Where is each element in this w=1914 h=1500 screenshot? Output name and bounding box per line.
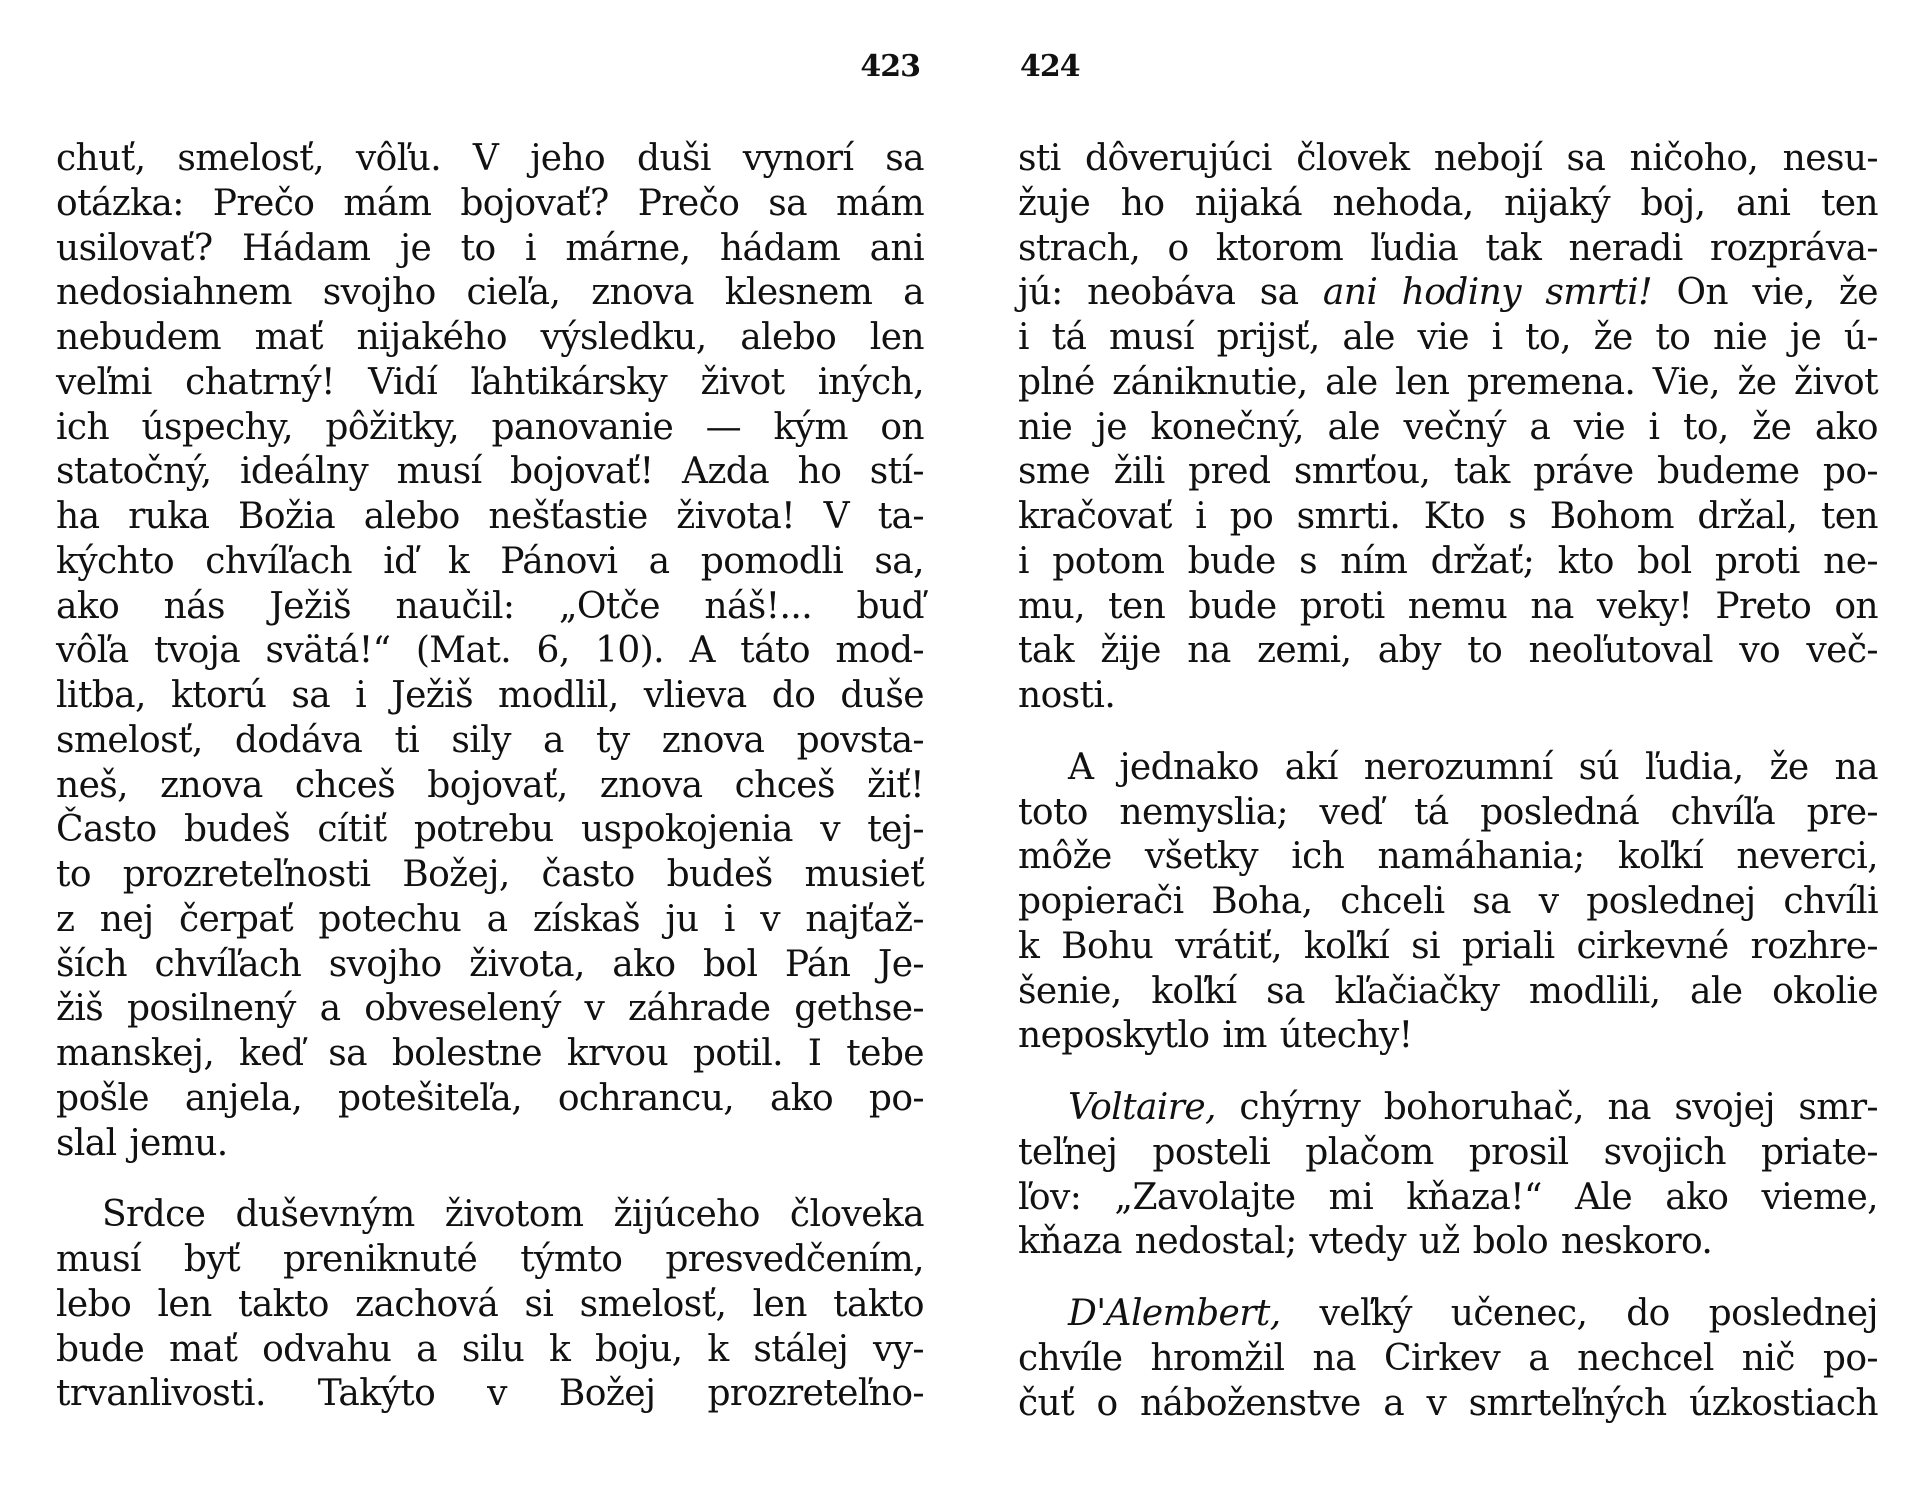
text-line: kňaza nedostal; vtedy už bolo neskoro. bbox=[1018, 1221, 1713, 1263]
person-name-voltaire: Voltaire, bbox=[1068, 1087, 1216, 1128]
text-line: veľmi chatrný! Vidí ľahtikársky život iných, bbox=[56, 361, 924, 403]
paragraph-gap bbox=[56, 1166, 924, 1193]
text-line: z nej čerpať potechu a získaš ju i v najťaž- bbox=[56, 898, 924, 940]
page-number-right: 424 bbox=[1020, 49, 1080, 84]
paragraph-gap bbox=[1018, 1265, 1878, 1292]
text-line: trvanlivosti. Takýto v Božej prozreteľno- bbox=[56, 1373, 924, 1415]
right-paragraph-3 bbox=[1018, 1086, 1878, 1265]
paragraph-gap bbox=[1018, 1059, 1878, 1086]
text-line: šenie, koľkí sa kľačiačky modlili, ale okolie bbox=[1018, 970, 1878, 1012]
text-line: ich úspechy, pôžitky, panovanie — kým on bbox=[56, 406, 924, 448]
text-line: lebo len takto zachová si smelosť, len takto bbox=[56, 1283, 924, 1325]
text-line bbox=[1018, 271, 1878, 316]
text-line: neposkytlo im útechy! bbox=[1018, 1015, 1413, 1057]
text-line: mu, ten bude proti nemu na veky! Preto on bbox=[1018, 585, 1878, 627]
left-paragraph-2 bbox=[56, 1193, 924, 1417]
text-line: Srdce duševným životom žijúceho človeka bbox=[102, 1194, 924, 1236]
text-line: sti dôverujúci človek nebojí sa ničoho, nesu- bbox=[1018, 138, 1878, 179]
text-line: bude mať odvahu a silu k boju, k stálej vy- bbox=[56, 1328, 924, 1370]
text-line: nedosiahnem svojho cieľa, znova klesnem a bbox=[56, 272, 924, 314]
paragraph-gap bbox=[1018, 719, 1878, 746]
text-line: k Bohu vrátiť, koľkí si priali cirkevné rozhre- bbox=[1018, 925, 1878, 967]
text-line: slal jemu. bbox=[56, 1122, 228, 1164]
text-line: A jednako akí nerozumní sú ľudia, že na bbox=[1068, 746, 1878, 788]
text-line: kračovať i po smrti. Kto s Bohom držal, ten bbox=[1018, 496, 1878, 537]
text-line: neš, znova chceš bojovať, znova chceš žiť! bbox=[56, 764, 924, 806]
text-line: chuť, smelosť, vôľu. V jeho duši vynorí sa bbox=[56, 138, 924, 179]
right-paragraph-1 bbox=[1018, 137, 1878, 719]
emphasis-text: ani hodiny smrti! bbox=[1322, 272, 1653, 314]
text-line: otázka: Prečo mám bojovať? Prečo sa mám bbox=[56, 182, 924, 224]
text-line: sme žili pred smrťou, tak práve budeme po- bbox=[1018, 451, 1878, 493]
text-line: teľnej posteli plačom prosil svojich priate- bbox=[1018, 1131, 1878, 1173]
text-line: žuje ho nijaká nehoda, nijaký boj, ani ten bbox=[1018, 182, 1878, 224]
text-run: jú: neobáva sa bbox=[1018, 272, 1323, 314]
text-run: On vie, že bbox=[1652, 272, 1878, 314]
text-line: plné zániknutie, ale len premena. Vie, že život bbox=[1018, 361, 1878, 403]
text-line: smelosť, dodáva ti sily a ty znova povsta- bbox=[56, 719, 924, 761]
text-line: ha ruka Božia alebo nešťastie života! V ta- bbox=[56, 496, 924, 537]
person-name-dalembert: D'Alembert, bbox=[1068, 1293, 1281, 1334]
text-line: nosti. bbox=[1018, 675, 1116, 716]
page-number-left: 423 bbox=[860, 49, 920, 84]
left-page-text bbox=[56, 137, 924, 1417]
text-line: ako nás Ježiš naučil: „Otče náš!... buď bbox=[56, 585, 924, 627]
text-line: strach, o ktorom ľudia tak neradi rozpráva- bbox=[1018, 227, 1878, 269]
right-page-text bbox=[1018, 137, 1878, 1426]
text-line: žiš posilnený a obveselený v záhrade gethse- bbox=[56, 988, 924, 1030]
text-line bbox=[1018, 1292, 1878, 1337]
text-line bbox=[1018, 1086, 1878, 1131]
text-line: i tá musí prijsť, ale vie i to, že to nie je ú- bbox=[1018, 317, 1878, 358]
text-line: statočný, ideálny musí bojovať! Azda ho stí- bbox=[56, 451, 924, 493]
text-line: nebudem mať nijakého výsledku, alebo len bbox=[56, 317, 924, 358]
text-line: i potom bude s ním držať; kto bol proti ne- bbox=[1018, 540, 1878, 582]
left-paragraph-1 bbox=[56, 137, 924, 1166]
text-line: pošle anjela, potešiteľa, ochrancu, ako po- bbox=[56, 1077, 924, 1119]
text-line: kýchto chvíľach iď k Pánovi a pomodli sa, bbox=[56, 540, 924, 582]
text-line: Často budeš cítiť potrebu uspokojenia v tej- bbox=[56, 809, 924, 851]
right-paragraph-2 bbox=[1018, 746, 1878, 1059]
text-line: musí byť preniknuté týmto presvedčením, bbox=[56, 1239, 924, 1280]
text-line: vôľa tvoja svätá!“ (Mat. 6, 10). A táto mod- bbox=[56, 630, 924, 672]
text-line: popierači Boha, chceli sa v poslednej chvíli bbox=[1018, 881, 1878, 922]
text-line: chvíle hromžil na Cirkev a nechcel nič po- bbox=[1018, 1337, 1878, 1379]
text-line: litba, ktorú sa i Ježiš modlil, vlieva do duše bbox=[56, 675, 924, 716]
text-line: čuť o náboženstve a v smrteľných úzkostiach bbox=[1018, 1382, 1878, 1424]
text-line: ších chvíľach svojho života, ako bol Pán Je- bbox=[56, 943, 924, 985]
right-paragraph-4 bbox=[1018, 1292, 1878, 1426]
text-line: tak žije na zemi, aby to neoľutoval vo več- bbox=[1018, 630, 1878, 672]
text-line: môže všetky ich namáhania; koľkí neverci, bbox=[1018, 836, 1878, 878]
text-run: chýrny bohoruhač, na svojej smr- bbox=[1215, 1087, 1878, 1128]
text-line: manskej, keď sa bolestne krvou potil. I tebe bbox=[56, 1033, 924, 1074]
text-line: to prozreteľnosti Božej, často budeš musieť bbox=[56, 854, 924, 895]
text-line: usilovať? Hádam je to i márne, hádam ani bbox=[56, 227, 924, 269]
text-line: ľov: „Zavolajte mi kňaza!“ Ale ako vieme, bbox=[1018, 1176, 1878, 1218]
text-line: nie je konečný, ale večný a vie i to, že ako bbox=[1018, 406, 1878, 448]
text-line: toto nemyslia; veď tá posledná chvíľa pre- bbox=[1018, 791, 1878, 833]
text-run: veľký učenec, do poslednej bbox=[1280, 1293, 1878, 1334]
